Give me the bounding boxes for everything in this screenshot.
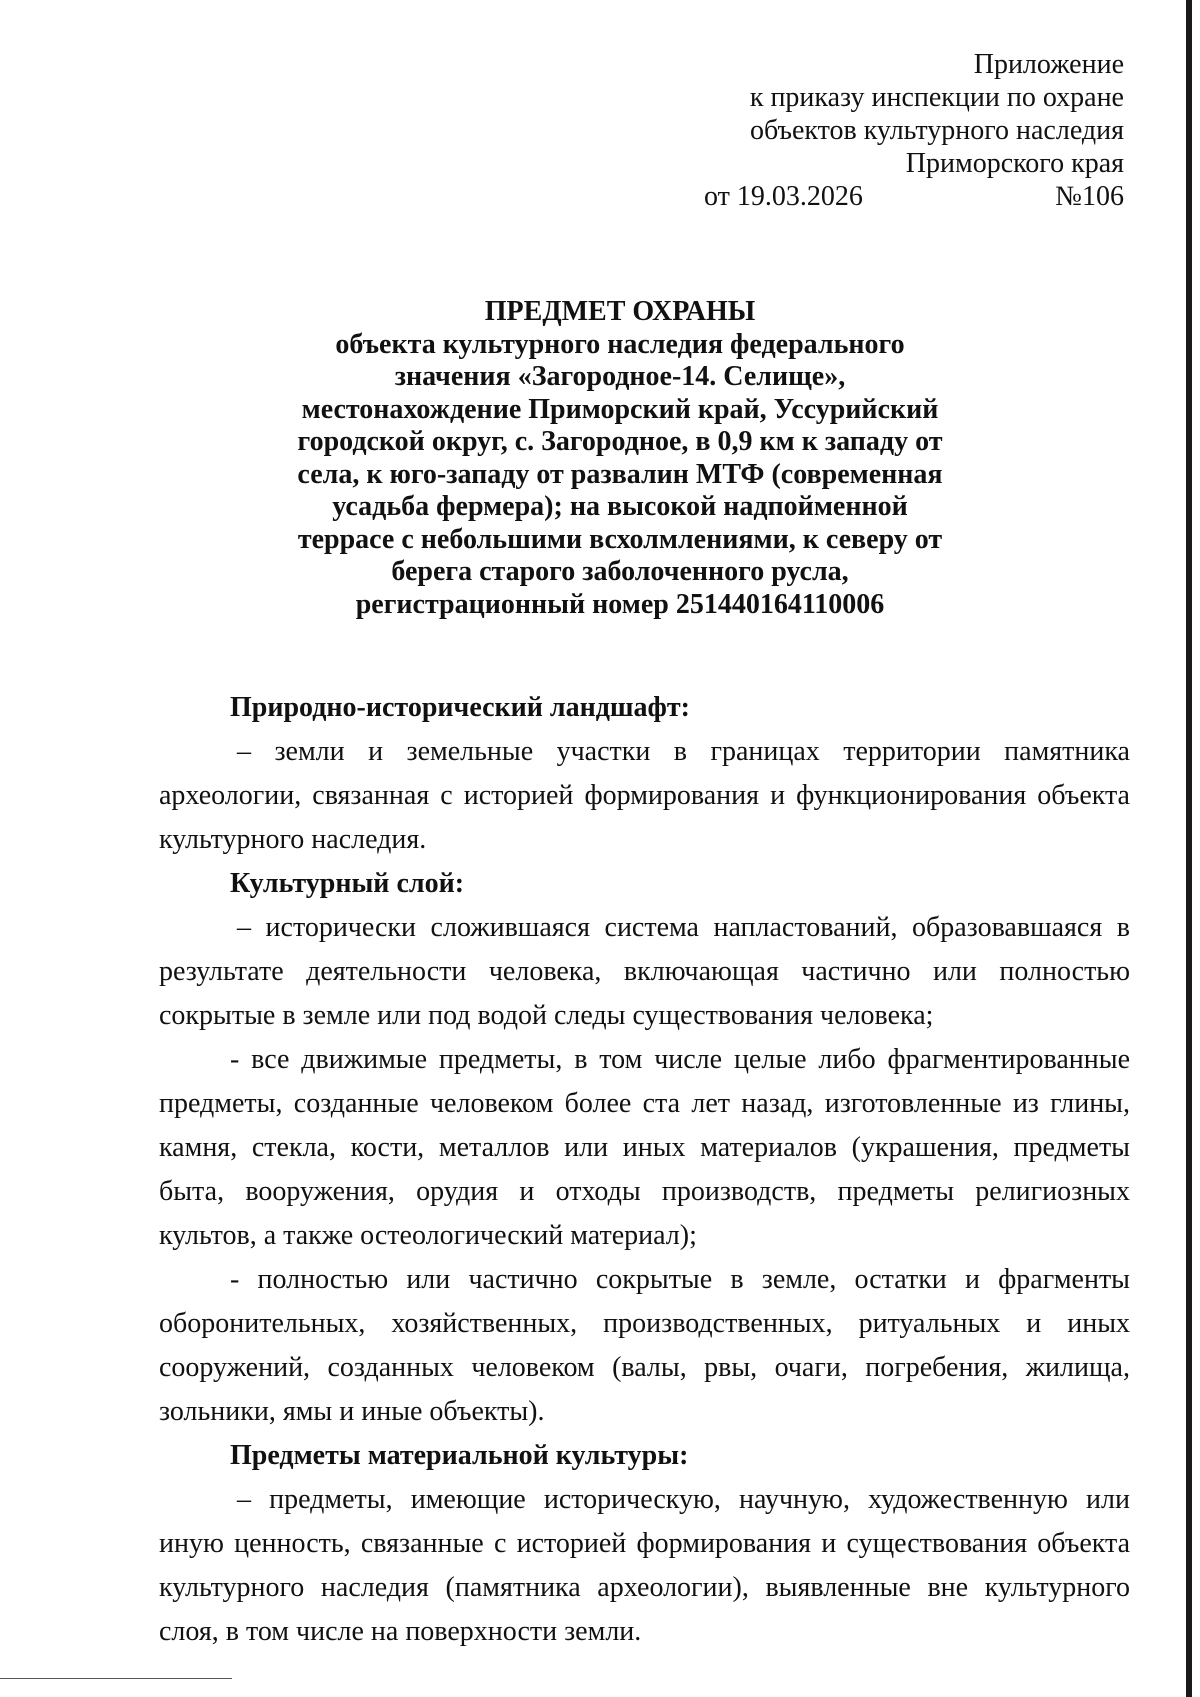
title-line: усадьба фермера); на высокой надпойменной	[332, 491, 908, 522]
document-title	[240, 296, 1000, 621]
title-line: берега старого заболоченного русла,	[391, 556, 849, 587]
order-reference-line: объектов культурного наследия	[749, 115, 1124, 146]
document-body	[159, 686, 1130, 1654]
order-reference-line: Приморского края	[905, 148, 1124, 179]
title-line: значения «Загородное-14. Селище»,	[394, 361, 846, 392]
section-heading-material-culture: Предметы материальной культуры:	[230, 1440, 689, 1471]
appendix-label: Приложение	[973, 49, 1124, 80]
title-line: села, к юго-западу от развалин МТФ (современная	[297, 458, 943, 490]
order-date: от 19.03.2026	[704, 181, 863, 212]
cultural-layer-item: - все движимые предметы, в том числе целые либо фрагментированные предметы, созданные человеком более ста лет назад, изготовленные из глины, камня, стекла, кости, металлов или иных материалов (украшения, предметы быта, вооружения, орудия и отходы производств, предметы религиозных культов, а также остеологический материал);	[159, 1044, 1130, 1251]
appendix-header	[704, 48, 1124, 213]
title-line: городской округ, с. Загородное, в 0,9 км к западу от	[297, 426, 943, 457]
landscape-item: – земли и земельные участки в границах территории памятника археологии, связанная с историей формирования и функционирования объекта культурного наследия.	[159, 736, 1130, 855]
cultural-layer-item: - полностью или частично сокрытые в земле, остатки и фрагменты оборонительных, хозяйственных, производственных, ритуальных и иных сооружений, созданных человеком (валы, рвы, очаги, погребения, жилища, зольники, ямы и иные объекты).	[159, 1264, 1130, 1427]
title-main: ПРЕДМЕТ ОХРАНЫ	[484, 296, 756, 327]
material-culture-item: – предметы, имеющие историческую, научную, художественную или иную ценность, связанные с историей формирования и существования объекта культурного наследия (памятника археологии), выявленные вне культурного слоя, в том числе на поверхности земли.	[159, 1484, 1130, 1647]
order-number: №106	[1055, 181, 1124, 212]
title-line: регистрационный номер 251440164110006	[355, 588, 885, 620]
title-line: террасе с небольшими всхолмлениями, к северу от	[297, 523, 943, 555]
order-reference-line: к приказу инспекции по охране	[749, 82, 1124, 113]
page-bottom-rule	[0, 1678, 232, 1679]
section-heading-cultural-layer: Культурный слой:	[230, 868, 465, 899]
scan-edge-shadow	[1186, 0, 1192, 1697]
cultural-layer-item: – исторически сложившаяся система напластований, образовавшаяся в результате деятельности человека, включающая частично или полностью сокрытые в земле или под водой следы существования человека;	[159, 912, 1130, 1031]
section-heading-landscape: Природно-исторический ландшафт:	[230, 692, 691, 723]
title-line: объекта культурного наследия федерального	[335, 328, 905, 360]
order-date-row	[704, 180, 1124, 213]
title-line: местонахождение Приморский край, Уссурийский	[301, 393, 939, 425]
